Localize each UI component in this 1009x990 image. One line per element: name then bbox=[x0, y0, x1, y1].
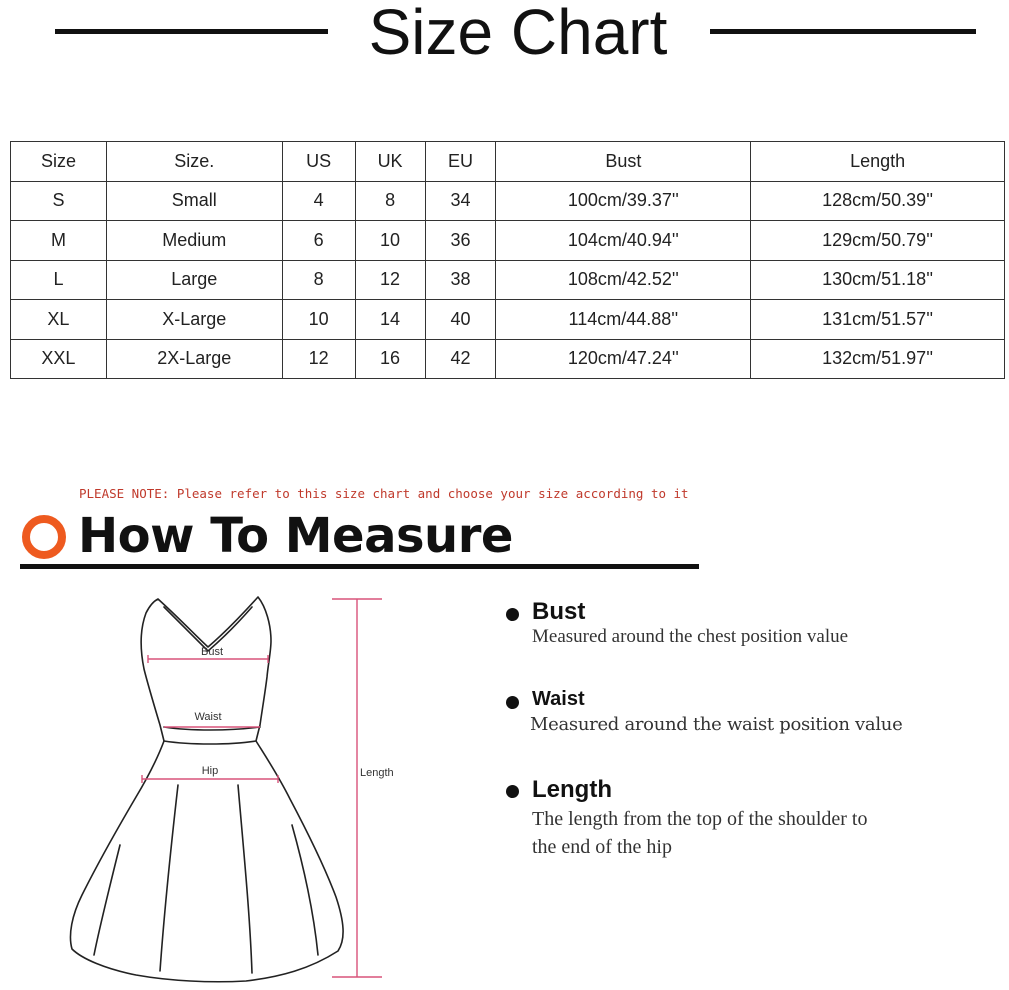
cell-size-name: Medium bbox=[106, 221, 282, 261]
title-rule-left bbox=[55, 29, 328, 34]
table-row bbox=[11, 221, 1005, 261]
diagram-label-hip: Hip bbox=[201, 765, 219, 777]
header-us: US bbox=[282, 142, 355, 182]
measure-item-title: Length bbox=[532, 776, 612, 803]
table-row bbox=[11, 260, 1005, 300]
cell-uk: 14 bbox=[355, 300, 425, 340]
diagram-label-waist: Waist bbox=[194, 711, 222, 723]
orange-ring-icon bbox=[22, 515, 66, 559]
measure-item-desc: Measured around the chest position value bbox=[532, 626, 849, 647]
how-to-measure-title: How To Measure bbox=[78, 508, 513, 564]
header-size-name: Size. bbox=[106, 142, 282, 182]
diagram-label-length: Length bbox=[360, 767, 394, 779]
cell-us: 8 bbox=[282, 260, 355, 300]
size-chart-table bbox=[10, 141, 1005, 379]
size-note: PLEASE NOTE: Please refer to this size chart and choose your size according to it bbox=[79, 486, 689, 501]
cell-us: 10 bbox=[282, 300, 355, 340]
cell-size-name: Large bbox=[106, 260, 282, 300]
how-to-measure-underline bbox=[20, 564, 699, 569]
header-eu: EU bbox=[425, 142, 496, 182]
cell-uk: 16 bbox=[355, 339, 425, 379]
cell-size: M bbox=[11, 221, 107, 261]
cell-length: 129cm/50.79'' bbox=[751, 221, 1005, 261]
cell-bust: 114cm/44.88'' bbox=[496, 300, 751, 340]
header-size: Size bbox=[11, 142, 107, 182]
header-bust: Bust bbox=[496, 142, 751, 182]
cell-eu: 42 bbox=[425, 339, 496, 379]
cell-length: 131cm/51.57'' bbox=[751, 300, 1005, 340]
header-length: Length bbox=[751, 142, 1005, 182]
cell-uk: 8 bbox=[355, 181, 425, 221]
cell-uk: 12 bbox=[355, 260, 425, 300]
cell-bust: 108cm/42.52'' bbox=[496, 260, 751, 300]
page-title: Size Chart bbox=[368, 0, 668, 68]
cell-uk: 10 bbox=[355, 221, 425, 261]
header-uk: UK bbox=[355, 142, 425, 182]
cell-bust: 100cm/39.37'' bbox=[496, 181, 751, 221]
cell-eu: 38 bbox=[425, 260, 496, 300]
cell-us: 6 bbox=[282, 221, 355, 261]
bullet-dot-icon bbox=[506, 696, 519, 709]
cell-length: 132cm/51.97'' bbox=[751, 339, 1005, 379]
diagram-label-bust: Bust bbox=[200, 646, 224, 658]
bullet-dot-icon bbox=[506, 608, 519, 621]
measure-item-title: Bust bbox=[532, 598, 586, 625]
measure-item-desc: The length from the top of the shoulder to bbox=[532, 808, 868, 830]
table-row bbox=[11, 181, 1005, 221]
cell-eu: 36 bbox=[425, 221, 496, 261]
cell-eu: 34 bbox=[425, 181, 496, 221]
cell-size: S bbox=[11, 181, 107, 221]
measure-item-title: Waist bbox=[532, 688, 585, 710]
cell-eu: 40 bbox=[425, 300, 496, 340]
cell-size-name: 2X-Large bbox=[106, 339, 282, 379]
bullet-dot-icon bbox=[506, 785, 519, 798]
cell-size: XXL bbox=[11, 339, 107, 379]
cell-size: L bbox=[11, 260, 107, 300]
measure-item-desc: Measured around the waist position value bbox=[530, 714, 903, 735]
table-header-row bbox=[11, 142, 1005, 182]
measure-item-desc: the end of the hip bbox=[532, 836, 672, 858]
cell-bust: 104cm/40.94'' bbox=[496, 221, 751, 261]
table-row bbox=[11, 300, 1005, 340]
cell-length: 130cm/51.18'' bbox=[751, 260, 1005, 300]
cell-bust: 120cm/47.24'' bbox=[496, 339, 751, 379]
dress-diagram bbox=[60, 585, 420, 985]
cell-us: 12 bbox=[282, 339, 355, 379]
cell-length: 128cm/50.39'' bbox=[751, 181, 1005, 221]
cell-us: 4 bbox=[282, 181, 355, 221]
cell-size-name: X-Large bbox=[106, 300, 282, 340]
title-rule-right bbox=[710, 29, 976, 34]
cell-size-name: Small bbox=[106, 181, 282, 221]
cell-size: XL bbox=[11, 300, 107, 340]
table-row bbox=[11, 339, 1005, 379]
